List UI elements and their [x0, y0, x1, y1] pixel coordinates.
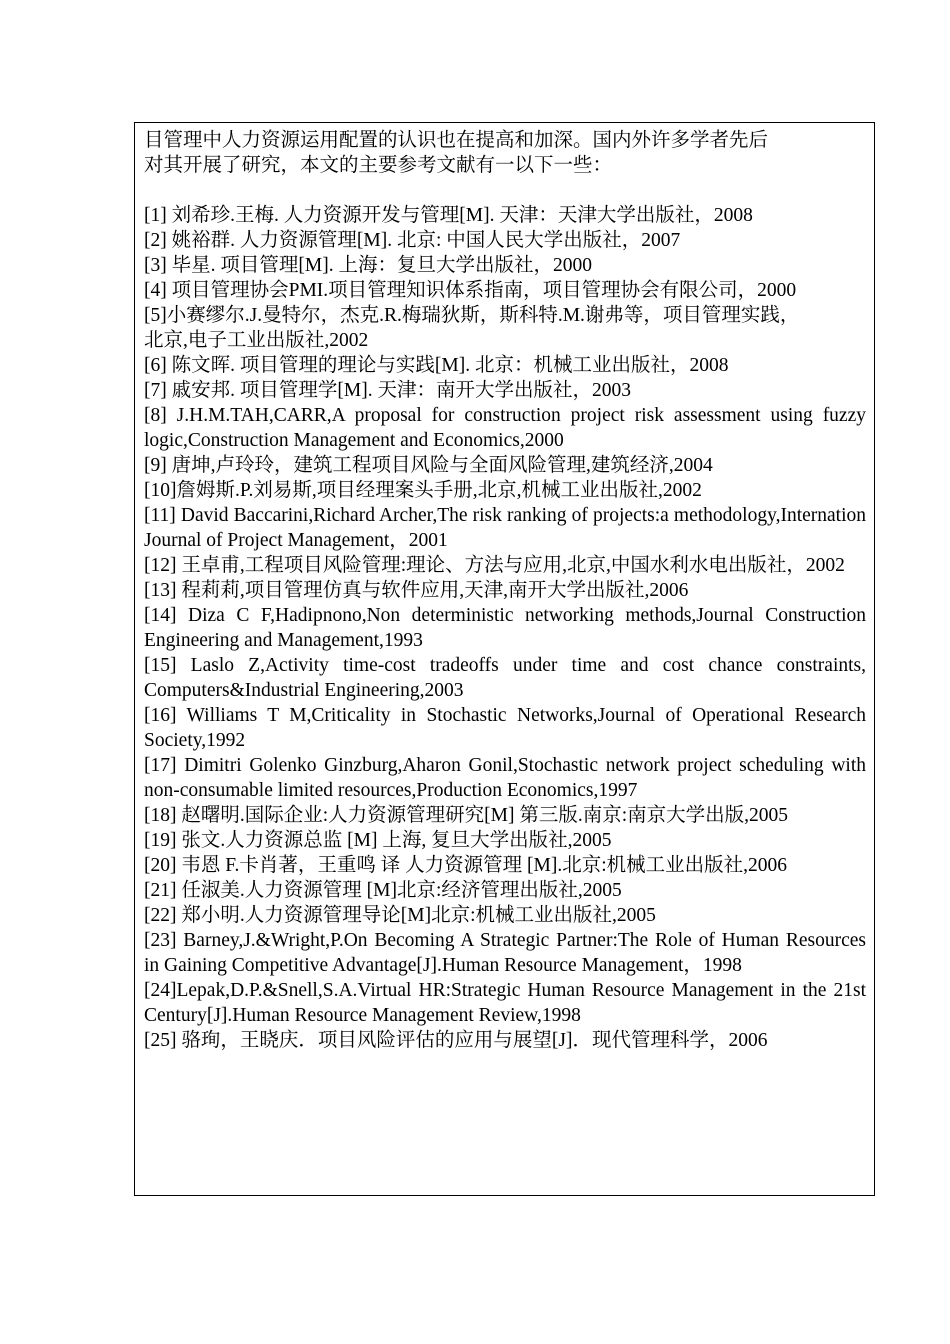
reference-item: [6] 陈文晖. 项目管理的理论与实践[M]. 北京：机械工业出版社，2008 [144, 355, 729, 376]
reference-item: [8] J.H.M.TAH,CARR,A proposal for construction project risk assessment using fuzzy logic,Construction Management and Economics,2000 [144, 405, 866, 451]
reference-item: [13] 程莉莉,项目管理仿真与软件应用,天津,南开大学出版社,2006 [144, 580, 689, 601]
reference-item: [3] 毕星. 项目管理[M]. 上海：复旦大学出版社，2000 [144, 255, 592, 276]
reference-item: [7] 戚安邦. 项目管理学[M]. 天津：南开大学出版社，2003 [144, 380, 631, 401]
reference-list [144, 203, 866, 1053]
reference-item: [10]詹姆斯.P.刘易斯,项目经理案头手册,北京,机械工业出版社,2002 [144, 480, 702, 501]
reference-item: [5]小赛缪尔.J.曼特尔，杰克.R.梅瑞狄斯，斯科特.M.谢弗等，项目管理实践， [144, 305, 800, 326]
reference-item: [24]Lepak,D.P.&Snell,S.A.Virtual HR:Strategic Human Resource Management in the 21st Century[J].Human Resource Management Review,1998 [144, 980, 866, 1026]
reference-item: [19] 张文.人力资源总监 [M] 上海, 复旦大学出版社,2005 [144, 830, 612, 851]
reference-item: [2] 姚裕群. 人力资源管理[M]. 北京: 中国人民大学出版社，2007 [144, 230, 681, 251]
reference-item: [17] Dimitri Golenko Ginzburg,Aharon Gonil,Stochastic network project scheduling with non-consumable limited resources,Production Economics,1997 [144, 755, 866, 801]
reference-item: [25] 骆珣，王晓庆．项目风险评估的应用与展望[J]．现代管理科学，2006 [144, 1030, 768, 1051]
reference-item: [21] 任淑美.人力资源管理 [M]北京:经济管理出版社,2005 [144, 880, 622, 901]
intro-line: 目管理中人力资源运用配置的认识也在提高和加深。国内外许多学者先后 [144, 130, 769, 151]
reference-item: [23] Barney,J.&Wright,P.On Becoming A Strategic Partner:The Role of Human Resources in Gaining Competitive Advantage[J].Human Resource Management，1998 [144, 930, 866, 976]
reference-item: [4] 项目管理协会PMI.项目管理知识体系指南，项目管理协会有限公司，2000 [144, 280, 797, 301]
reference-item: [20] 韦恩 F.卡肖著，王重鸣 译 人力资源管理 [M].北京:机械工业出版社,2006 [144, 855, 788, 876]
blank-line [144, 178, 866, 203]
reference-item: [18] 赵曙明.国际企业:人力资源管理研究[M] 第三版.南京:南京大学出版,2005 [144, 805, 789, 826]
reference-item: [14] Diza C F,Hadipnono,Non deterministic networking methods,Journal Construction Engineering and Management,1993 [144, 605, 866, 651]
text-frame [134, 122, 875, 1196]
reference-item: [9] 唐坤,卢玲玲，建筑工程项目风险与全面风险管理,建筑经济,2004 [144, 455, 713, 476]
intro-line: 对其开展了研究，本文的主要参考文献有一以下一些： [144, 155, 613, 176]
reference-item: [15] Laslo Z,Activity time-cost tradeoffs under time and cost chance constraints, Computers&Industrial Engineering,2003 [144, 655, 866, 701]
document-body [144, 128, 866, 1053]
reference-item: [16] Williams T M,Criticality in Stochastic Networks,Journal of Operational Research Society,1992 [144, 705, 866, 751]
reference-item: [11] David Baccarini,Richard Archer,The risk ranking of projects:a methodology,Internation Journal of Project Management，2001 [144, 505, 866, 551]
reference-item: 北京,电子工业出版社,2002 [144, 330, 369, 351]
reference-item: [12] 王卓甫,工程项目风险管理:理论、方法与应用,北京,中国水利水电出版社，2002 [144, 555, 845, 576]
reference-item: [22] 郑小明.人力资源管理导论[M]北京:机械工业出版社,2005 [144, 905, 656, 926]
reference-item: [1] 刘希珍.王梅. 人力资源开发与管理[M]. 天津：天津大学出版社，2008 [144, 205, 753, 226]
